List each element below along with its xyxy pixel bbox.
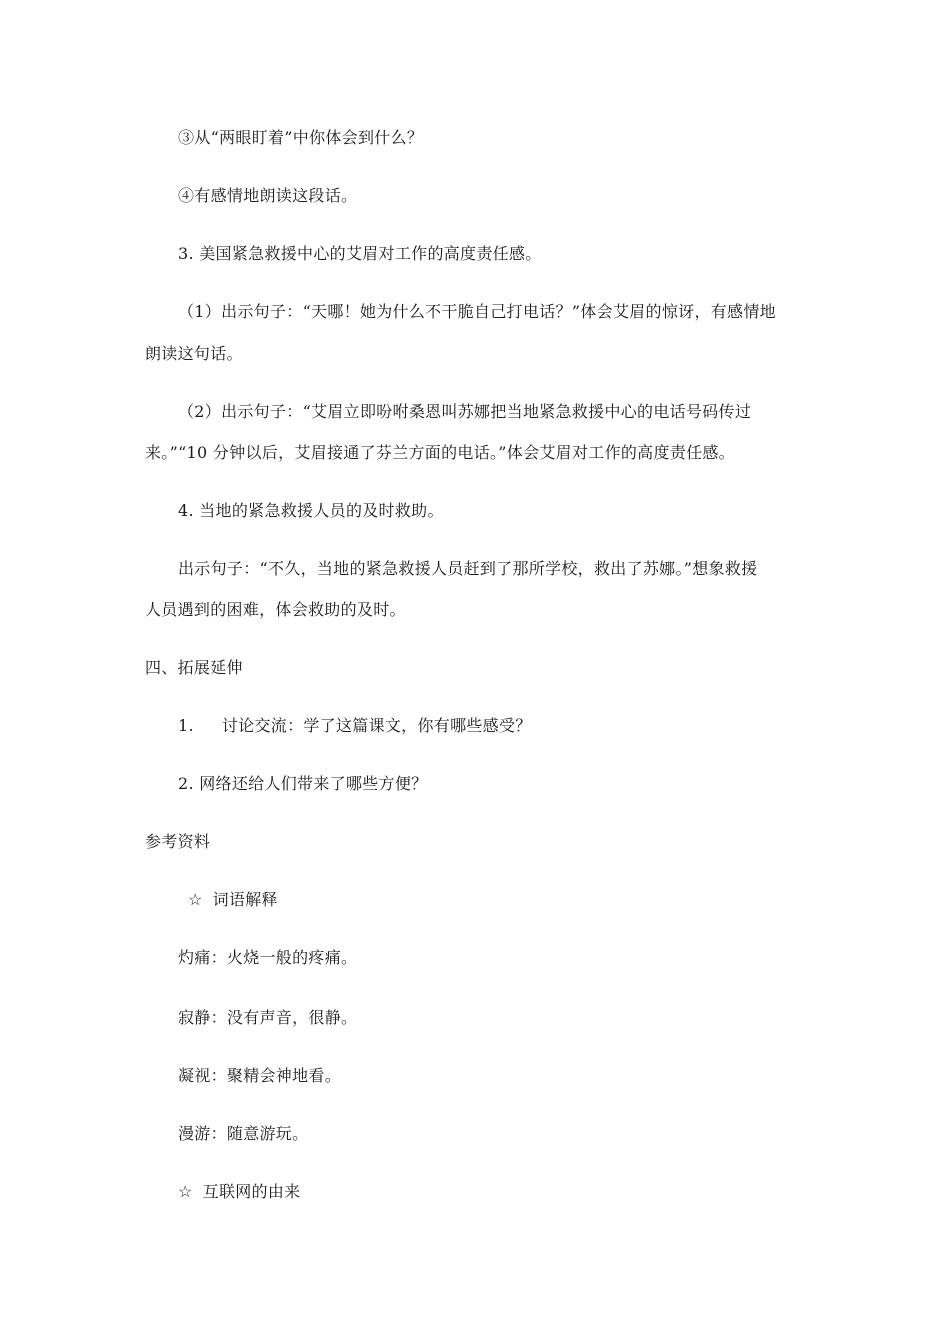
- internet-origin-heading-text: 互联网的由来: [202, 1182, 301, 1201]
- item-4: 4. 当地的紧急救援人员的及时救助。: [178, 501, 444, 520]
- question-3: ③从“两眼盯着”中你体会到什么？: [178, 128, 424, 147]
- internet-origin-heading: [178, 1182, 300, 1202]
- paragraph-1-line-1: （1）出示句子：“天哪！她为什么不干脆自己打电话？”体会艾眉的惊讶，有感情地: [178, 302, 776, 321]
- extension-item-1-number: 1.: [178, 716, 194, 735]
- paragraph-2-line-1: （2）出示句子：“艾眉立即吩咐桑恩叫苏娜把当地紧急救援中心的电话号码传过: [178, 402, 752, 421]
- glossary-heading-text: 词语解释: [212, 890, 278, 909]
- paragraph-3-line-2: 人员遇到的困难，体会救助的及时。: [145, 600, 406, 619]
- extension-item-2: 2. 网络还给人们带来了哪些方便？: [178, 774, 428, 793]
- section-heading-extension: 四、拓展延伸: [145, 658, 243, 677]
- extension-item-1-text: 讨论交流：学了这篇课文，你有哪些感受？: [221, 716, 532, 735]
- star-icon: ☆: [178, 1182, 193, 1201]
- paragraph-3-line-1: 出示句子：“不久，当地的紧急救援人员赶到了那所学校，救出了苏娜。”想象救援: [178, 559, 758, 578]
- glossary-term: 凝视：聚精会神地看。: [178, 1066, 342, 1085]
- star-icon: ☆: [188, 890, 203, 909]
- glossary-term: 漫游：随意游玩。: [178, 1124, 309, 1143]
- extension-item-1: [178, 716, 532, 736]
- paragraph-2-line-2: 来。”“10 分钟以后，艾眉接通了芬兰方面的电话。”体会艾眉对工作的高度责任感。: [145, 443, 735, 462]
- glossary-heading: [188, 890, 278, 910]
- item-3: 3. 美国紧急救援中心的艾眉对工作的高度责任感。: [178, 244, 542, 263]
- references-heading: 参考资料: [145, 832, 211, 851]
- glossary-term: 寂静：没有声音，很静。: [178, 1008, 358, 1027]
- paragraph-1-line-2: 朗读这句话。: [145, 344, 243, 363]
- question-4: ④有感情地朗读这段话。: [178, 186, 358, 205]
- glossary-term: 灼痛：火烧一般的疼痛。: [178, 948, 358, 967]
